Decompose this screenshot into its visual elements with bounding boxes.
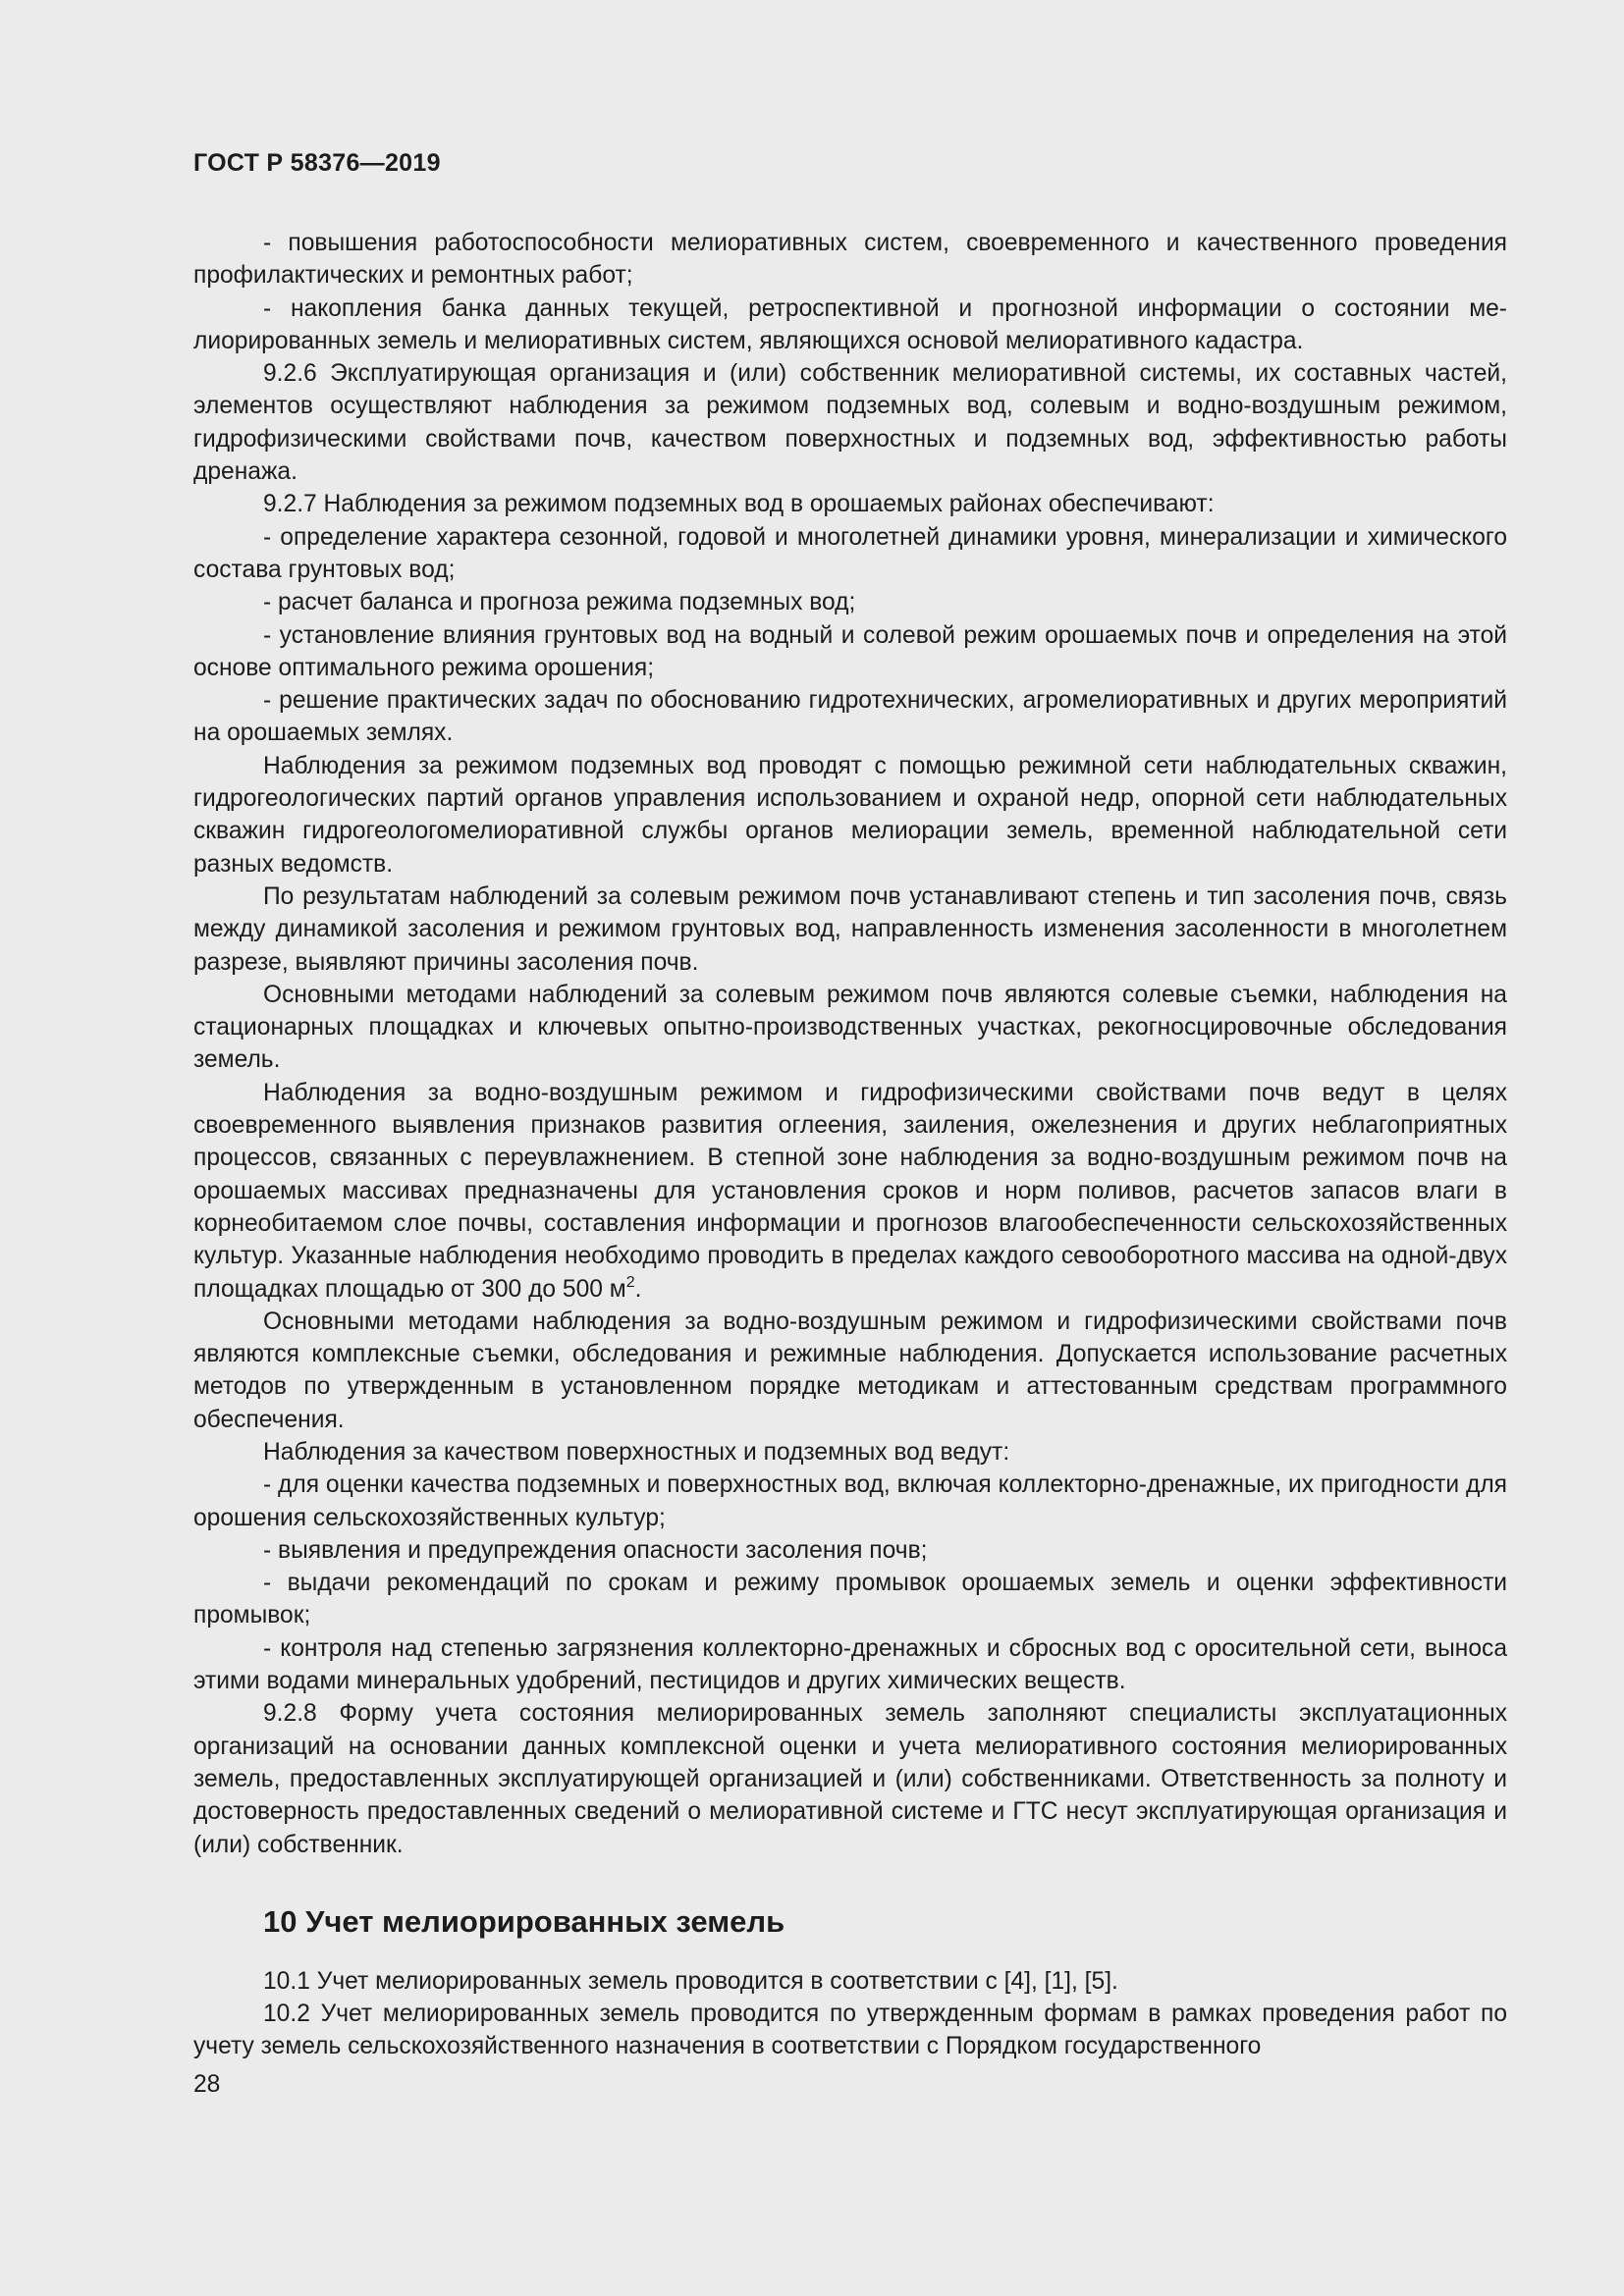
paragraph: 9.2.7 Наблюдения за режимом подземных вод в орошаемых районах обеспечивают: [263, 491, 1215, 518]
paragraph: - контроля над степенью загрязнения коллекторно-дренажных и сбросных вод с оросительной сети, выноса этими водами минеральных удобрений, пестицидов и других химических веществ. [193, 1634, 1507, 1695]
paragraph: - выдачи рекомендаций по срокам и режиму промывок орошаемых земель и оценки эффективности промывок; [193, 1570, 1507, 1629]
paragraph: Основными методами наблюдений за солевым режимом почв являются солевые съемки, наблюдения на стационарных площадках и ключевых опытно-производственных участках, рекогносцировочные обследования земель. [193, 981, 1507, 1074]
paragraph-text: Наблюдения за водно-воздушным режимом и гидрофизическими свойствами почв ведут в целях своевременного выявления признаков развития оглеения, заиления, ожелезнения и других неблагоприятных процессов, связанных с переувлажнением. В степной зоне наблюдения за водно-воздушным режимом почв на орошаемых массивах предназначены для установления сроков и норм поливов, расчетов запасов влаги в корнеобитаемом слое почвы, составления информации и прогнозов влагообеспеченности сельскохозяйственных культур. Указанные наблюдения необходимо проводить в пределах каждого севооборотного массива на одной-двух площадках площадью от 300 до 500 м [193, 1079, 1507, 1303]
paragraph: 9.2.6 Эксплуатирующая организация и (или) собственник мелиоративной системы, их составных частей, элементов осуществляют наблюдения за режимом подземных вод, солевым и водно-воздушным режимом, гидрофизическими свойствами почв, качеством поверхностных и подземных вод, эффективностью работы дренажа. [193, 360, 1507, 486]
paragraph: По результатам наблюдений за солевым режимом почв устанавливают степень и тип засоления почв, связь между динамикой засоления и режимом грунтовых вод, направленность изменения засоленности в многолетнем разрезе, выявляют причины засоления почв. [193, 882, 1507, 976]
paragraph: - установление влияния грунтовых вод на водный и солевой режим орошаемых почв и определения на этой основе оптимального режима орошения; [193, 621, 1507, 681]
document-body [193, 227, 1507, 2063]
paragraph: - выявления и предупреждения опасности засоления почв; [263, 1536, 928, 1564]
paragraph: Основными методами наблюдения за водно-воздушным режимом и гидрофизическими свойствами почв являются комплексные съемки, обследования и режимные наблюдения. Допускается использование расчетных методов по утвержденным в установленном порядке методикам и аттестованным средствам программного обеспечения. [193, 1308, 1507, 1433]
paragraph: - определение характера сезонной, годовой и многолетней динамики уровня, минерализации и химического состава грунтовых вод; [193, 523, 1507, 583]
paragraph: Наблюдения за режимом подземных вод проводят с помощью режимной сети наблюдательных скважин, гидрогеологических партий органов управления использованием и охраной недр, опорной сети наблюдательных скважин гидрогеологомелиоративной службы органов мелиорации земель, временной наблюдательной сети разных ведомств. [193, 752, 1507, 878]
paragraph: - накопления банка данных текущей, ретроспективной и прогнозной информации о состоянии мелиорированных земель и мелиоративных систем, являющихся основой мелиоративного кадастра. [193, 294, 1507, 354]
paragraph: - решение практических задач по обоснованию гидротехнических, агромелиоративных и других мероприятий на орошаемых землях. [193, 687, 1507, 747]
section-heading: 10 Учет мелиорированных земель [263, 1903, 785, 1939]
paragraph: - расчет баланса и прогноза режима подземных вод; [263, 589, 856, 616]
paragraph: 9.2.8 Форму учета состояния мелиорированных земель заполняют специалисты эксплуатационных организаций на основании данных комплексной оценки и учета мелиоративного состояния мелиорированных земель, предоставленных эксплуатирующей организацией и (или) собственниками. Ответственность за полноту и достоверность предоставленных сведений о мелиоративной системе и ГТС несут эксплуатирующая организация и (или) собственник. [193, 1700, 1507, 1858]
paragraph: Наблюдения за качеством поверхностных и подземных вод ведут: [263, 1438, 1010, 1466]
superscript: 2 [625, 1273, 635, 1291]
paragraph-with-superscript [193, 1077, 1507, 1306]
paragraph: - повышения работоспособности мелиоративных систем, своевременного и качественного проведения профилактических и ремонтных работ; [193, 230, 1507, 290]
paragraph-end: . [634, 1275, 642, 1303]
paragraph: - для оценки качества подземных и поверхностных вод, включая коллекторно-дренажные, их пригодности для орошения сельскохозяйственных культур; [193, 1471, 1507, 1531]
paragraph: 10.1 Учет мелиорированных земель проводится в соответствии с [4], [1], [5]. [263, 1967, 1118, 1995]
document-header: ГОСТ Р 58376—2019 [193, 149, 441, 177]
page-number: 28 [193, 2071, 221, 2098]
paragraph: 10.2 Учет мелиорированных земель проводится по утвержденным формам в рамках проведения работ по учету земель сельскохозяйственного назначения в соответствии с Порядком государственного [193, 2001, 1507, 2060]
